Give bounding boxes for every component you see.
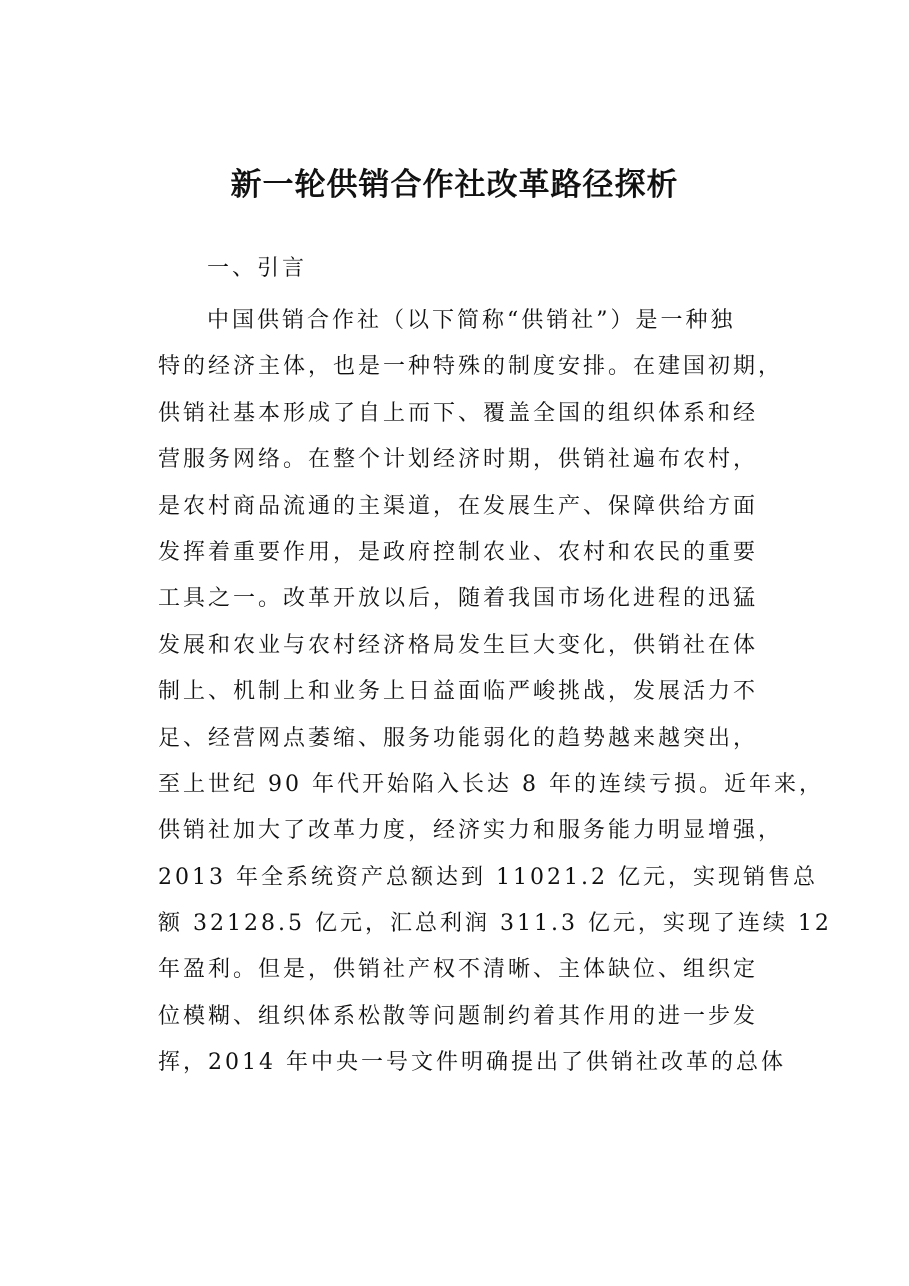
paragraph-line: 挥，2014 年中央一号文件明确提出了供销社改革的总体	[158, 1050, 786, 1076]
paragraph-line: 供销社加大了改革力度，经济实力和服务能力明显增强，	[158, 818, 784, 844]
paragraph-line: 2013 年全系统资产总额达到 11021.2 亿元，实现销售总	[158, 864, 818, 890]
body-paragraph	[158, 298, 832, 1087]
paragraph-line: 位模糊、组织体系松散等问题制约着其作用的进一步发	[158, 1003, 759, 1029]
paragraph-line: 发展和农业与农村经济格局发生巨大变化，供销社在体	[158, 632, 759, 658]
paragraph-line: 额 32128.5 亿元，汇总利润 311.3 亿元，实现了连续 12	[158, 911, 832, 937]
paragraph-line: 工具之一。改革开放以后，随着我国市场化进程的迅猛	[158, 586, 759, 612]
paragraph-line: 发挥着重要作用，是政府控制农业、农村和农民的重要	[158, 539, 759, 565]
paragraph-line: 足、经营网点萎缩、服务功能弱化的趋势越来越突出，	[158, 725, 759, 751]
section-heading: 一、引言	[207, 256, 308, 281]
paragraph-line: 至上世纪 90 年代开始陷入长达 8 年的连续亏损。近年来，	[158, 771, 824, 797]
document-title: 新一轮供销合作社改革路径探析	[230, 167, 679, 203]
paragraph-line: 是农村商品流通的主渠道，在发展生产、保障供给方面	[158, 493, 759, 519]
paragraph-line: 中国供销合作社（以下简称“供销社”）是一种独	[207, 308, 736, 333]
paragraph-line: 制上、机制上和业务上日益面临严峻挑战，发展活力不	[158, 679, 759, 705]
paragraph-line: 营服务网络。在整个计划经济时期，供销社遍布农村，	[158, 447, 759, 473]
paragraph-line: 特的经济主体，也是一种特殊的制度安排。在建国初期，	[158, 354, 784, 380]
paragraph-line: 年盈利。但是，供销社产权不清晰、主体缺位、组织定	[158, 957, 759, 983]
paragraph-line: 供销社基本形成了自上而下、覆盖全国的组织体系和经	[158, 400, 759, 426]
